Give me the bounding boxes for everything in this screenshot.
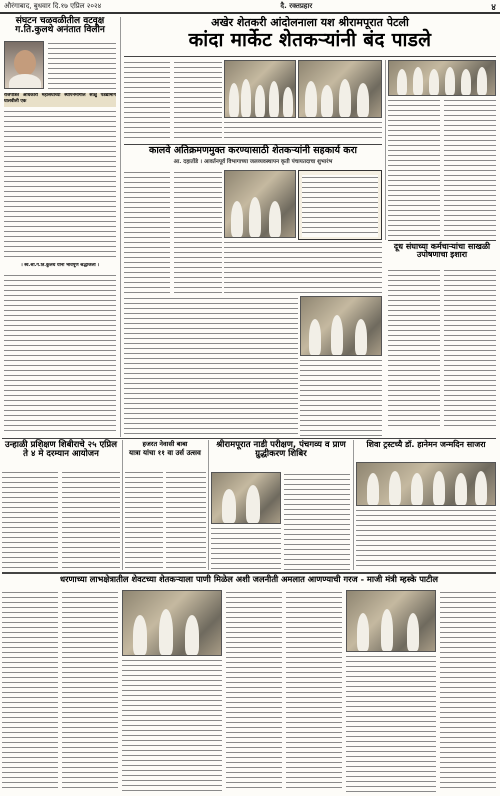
canal-headline: कालवे अतिक्रमणमुक्त करण्यासाठी शेतकऱ्यांनी सहकार्य करा — [149, 145, 357, 156]
canal-byline: आ. दहातोंडे । आवर्तनपूर्व विभागाच्या जलव्यवस्थापन कृती पंचायतदाचा शुभारंभ — [173, 159, 333, 165]
trust-photo — [356, 462, 496, 506]
bottom-photo-stage — [346, 590, 436, 652]
right-photo-group — [388, 60, 496, 96]
page-header — [0, 0, 500, 14]
bottom-photo-speech — [122, 590, 222, 656]
issue-date: औरंगाबाद, बुधवार दि.१७ एप्रिल २०२४ — [4, 1, 102, 10]
urs-kicker: हजरत नेवासी बाबा — [142, 440, 188, 448]
lead-kicker: अखेर शेतकरी आंदोलनाला यश श्रीरामपूरात पेटली — [211, 16, 409, 29]
obituary-title-1: संघटन चळवळीतील वटवृक्ष — [15, 16, 105, 26]
obituary-article — [2, 17, 118, 437]
urs-headline: यात्रा यांचा ११ वा उर्स उत्सव — [129, 449, 201, 457]
milk-union-headline: दूध संघाच्या कर्मचाऱ्यांचा साखळी उपोषणाचा इशारा — [393, 242, 491, 260]
nadi-headline: श्रीरामपूरात नाडी परीक्षण, पंचगव्य व प्राण ग्रुद्धीकरण शिबिर — [216, 440, 346, 459]
obituary-portrait — [4, 41, 44, 89]
trust-headline: शिवा ट्रस्टच्यै डॉ. हानेमन जन्मदिन साजरा — [366, 440, 486, 449]
obituary-title-2: ग.ति.कुलथे अनंतात विलीन — [15, 25, 105, 36]
lead-headline: कांदा मार्केट शेतकऱ्यांनी बंद पाडले — [188, 29, 432, 51]
canal-photo-meeting — [224, 170, 296, 238]
page-number: ४ — [491, 2, 496, 13]
lead-photo-protest — [224, 60, 296, 118]
nadi-photo — [211, 472, 281, 524]
lead-photo-market — [298, 60, 382, 118]
obituary-signature: । स्व.श्री.ग.ति.कुलथे यांना भावपूर्ण श्रद्धांजली । — [21, 263, 99, 268]
camp-headline: उन्हाळी प्रशिक्षण शिबीराचे २५ एप्रिल ते ४ मे दरम्यान आयोजन — [5, 440, 117, 459]
bottom-headline: धरणाच्या लाभक्षेत्रातील शेवटच्या शेतकऱ्याला पाणी मिळेल अशी जलनीती अमलात आणण्याची गरज - माजी मंत्री म्हस्के पाटील — [59, 574, 439, 584]
newspaper-name: दै. रक्तप्रहार — [280, 1, 313, 10]
obituary-subtitle: राजपत्रित अधिकारी महासंघाच्या स्थापनेमागील साक्षु पडद्यामागे घालवीली एक — [4, 93, 116, 107]
milk-union-photo — [300, 296, 382, 356]
